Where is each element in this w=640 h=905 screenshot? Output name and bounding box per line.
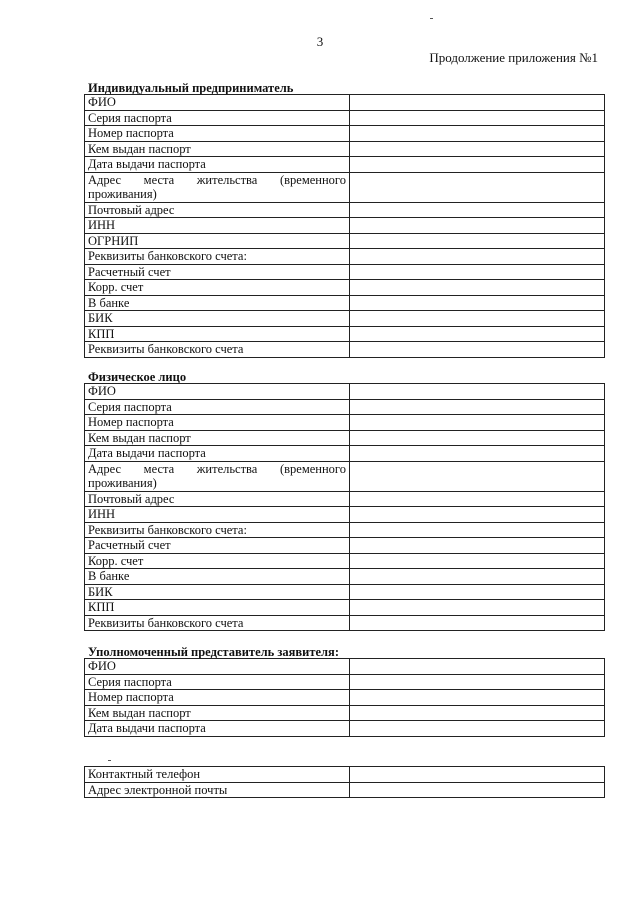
field-value-cell[interactable] xyxy=(350,342,605,358)
table-row xyxy=(85,110,605,126)
field-value-cell[interactable] xyxy=(350,767,605,783)
field-label: Кем выдан паспорт xyxy=(85,705,350,721)
field-value-cell[interactable] xyxy=(350,218,605,234)
field-value-cell[interactable] xyxy=(350,430,605,446)
field-label: Серия паспорта xyxy=(85,399,350,415)
table-row xyxy=(85,522,605,538)
field-label: ФИО xyxy=(85,659,350,675)
table-row xyxy=(85,615,605,631)
field-label: Номер паспорта xyxy=(85,415,350,431)
table-row xyxy=(85,384,605,400)
field-label: В банке xyxy=(85,569,350,585)
field-label: Корр. счет xyxy=(85,280,350,296)
field-value-cell[interactable] xyxy=(350,295,605,311)
field-label: Дата выдачи паспорта xyxy=(85,157,350,173)
table-row xyxy=(85,141,605,157)
field-value-cell[interactable] xyxy=(350,249,605,265)
field-label: Адрес электронной почты xyxy=(85,782,350,798)
table-row xyxy=(85,461,605,491)
field-value-cell[interactable] xyxy=(350,311,605,327)
table-row xyxy=(85,249,605,265)
field-label: Расчетный счет xyxy=(85,264,350,280)
field-value-cell[interactable] xyxy=(350,326,605,342)
field-label: Дата выдачи паспорта xyxy=(85,446,350,462)
table-row xyxy=(85,553,605,569)
table-row xyxy=(85,295,605,311)
entrepreneur-table xyxy=(84,94,605,358)
field-value-cell[interactable] xyxy=(350,705,605,721)
field-value-cell[interactable] xyxy=(350,233,605,249)
field-label: ИНН xyxy=(85,218,350,234)
field-value-cell[interactable] xyxy=(350,721,605,737)
scan-speck xyxy=(430,18,433,19)
individual-table xyxy=(84,383,605,631)
field-value-cell[interactable] xyxy=(350,674,605,690)
table-row xyxy=(85,767,605,783)
field-label: Реквизиты банковского счета: xyxy=(85,249,350,265)
field-value-cell[interactable] xyxy=(350,507,605,523)
table-row xyxy=(85,584,605,600)
table-row xyxy=(85,782,605,798)
field-label: ФИО xyxy=(85,384,350,400)
section-title-entrepreneur: Индивидуальный предприниматель xyxy=(88,81,294,95)
table-row xyxy=(85,172,605,202)
page-number: 3 xyxy=(316,34,324,49)
field-label: В банке xyxy=(85,295,350,311)
representative-table xyxy=(84,658,605,737)
table-row xyxy=(85,342,605,358)
table-row xyxy=(85,430,605,446)
field-value-cell[interactable] xyxy=(350,141,605,157)
field-label: Контактный телефон xyxy=(85,767,350,783)
field-value-cell[interactable] xyxy=(350,491,605,507)
table-row xyxy=(85,721,605,737)
field-label: КПП xyxy=(85,326,350,342)
field-value-cell[interactable] xyxy=(350,782,605,798)
table-row xyxy=(85,233,605,249)
field-label: Почтовый адрес xyxy=(85,202,350,218)
field-value-cell[interactable] xyxy=(350,569,605,585)
contacts-table xyxy=(84,766,605,798)
table-row xyxy=(85,446,605,462)
field-label: Реквизиты банковского счета: xyxy=(85,522,350,538)
field-label: БИК xyxy=(85,311,350,327)
field-value-cell[interactable] xyxy=(350,690,605,706)
table-row xyxy=(85,311,605,327)
field-label: БИК xyxy=(85,584,350,600)
field-value-cell[interactable] xyxy=(350,172,605,202)
field-label: Адрес места жительства (временного проживания) xyxy=(85,172,350,202)
table-row xyxy=(85,399,605,415)
field-value-cell[interactable] xyxy=(350,202,605,218)
table-row xyxy=(85,690,605,706)
table-row xyxy=(85,264,605,280)
scan-speck xyxy=(108,760,111,761)
section-title-representative: Уполномоченный представитель заявителя: xyxy=(88,645,339,659)
field-label: Кем выдан паспорт xyxy=(85,141,350,157)
table-row xyxy=(85,126,605,142)
field-value-cell[interactable] xyxy=(350,384,605,400)
table-row xyxy=(85,569,605,585)
table-row xyxy=(85,326,605,342)
field-label: ФИО xyxy=(85,95,350,111)
field-value-cell[interactable] xyxy=(350,538,605,554)
table-row xyxy=(85,507,605,523)
field-value-cell[interactable] xyxy=(350,553,605,569)
field-label: Почтовый адрес xyxy=(85,491,350,507)
field-value-cell[interactable] xyxy=(350,659,605,675)
field-label: Корр. счет xyxy=(85,553,350,569)
field-label: ОГРНИП xyxy=(85,233,350,249)
field-value-cell[interactable] xyxy=(350,446,605,462)
field-value-cell[interactable] xyxy=(350,126,605,142)
table-row xyxy=(85,157,605,173)
field-label: Номер паспорта xyxy=(85,126,350,142)
field-value-cell[interactable] xyxy=(350,280,605,296)
field-label: КПП xyxy=(85,600,350,616)
field-value-cell[interactable] xyxy=(350,415,605,431)
table-row xyxy=(85,415,605,431)
table-row xyxy=(85,659,605,675)
field-value-cell[interactable] xyxy=(350,264,605,280)
table-row xyxy=(85,674,605,690)
table-row xyxy=(85,600,605,616)
field-value-cell[interactable] xyxy=(350,584,605,600)
table-row xyxy=(85,202,605,218)
field-label: Серия паспорта xyxy=(85,110,350,126)
field-label: Адрес места жительства (временного проживания) xyxy=(85,461,350,491)
table-row xyxy=(85,538,605,554)
field-label: Серия паспорта xyxy=(85,674,350,690)
field-label: Реквизиты банковского счета xyxy=(85,342,350,358)
table-row xyxy=(85,95,605,111)
field-label: Кем выдан паспорт xyxy=(85,430,350,446)
field-value-cell[interactable] xyxy=(350,615,605,631)
appendix-note: Продолжение приложения №1 xyxy=(429,50,598,65)
table-row xyxy=(85,280,605,296)
table-row xyxy=(85,218,605,234)
field-value-cell[interactable] xyxy=(350,95,605,111)
field-value-cell[interactable] xyxy=(350,157,605,173)
field-value-cell[interactable] xyxy=(350,461,605,491)
section-title-individual: Физическое лицо xyxy=(88,370,187,384)
table-row xyxy=(85,705,605,721)
field-value-cell[interactable] xyxy=(350,600,605,616)
field-label: Дата выдачи паспорта xyxy=(85,721,350,737)
field-value-cell[interactable] xyxy=(350,399,605,415)
field-label: Номер паспорта xyxy=(85,690,350,706)
field-value-cell[interactable] xyxy=(350,110,605,126)
field-label: Реквизиты банковского счета xyxy=(85,615,350,631)
field-value-cell[interactable] xyxy=(350,522,605,538)
field-label: ИНН xyxy=(85,507,350,523)
field-label: Расчетный счет xyxy=(85,538,350,554)
table-row xyxy=(85,491,605,507)
